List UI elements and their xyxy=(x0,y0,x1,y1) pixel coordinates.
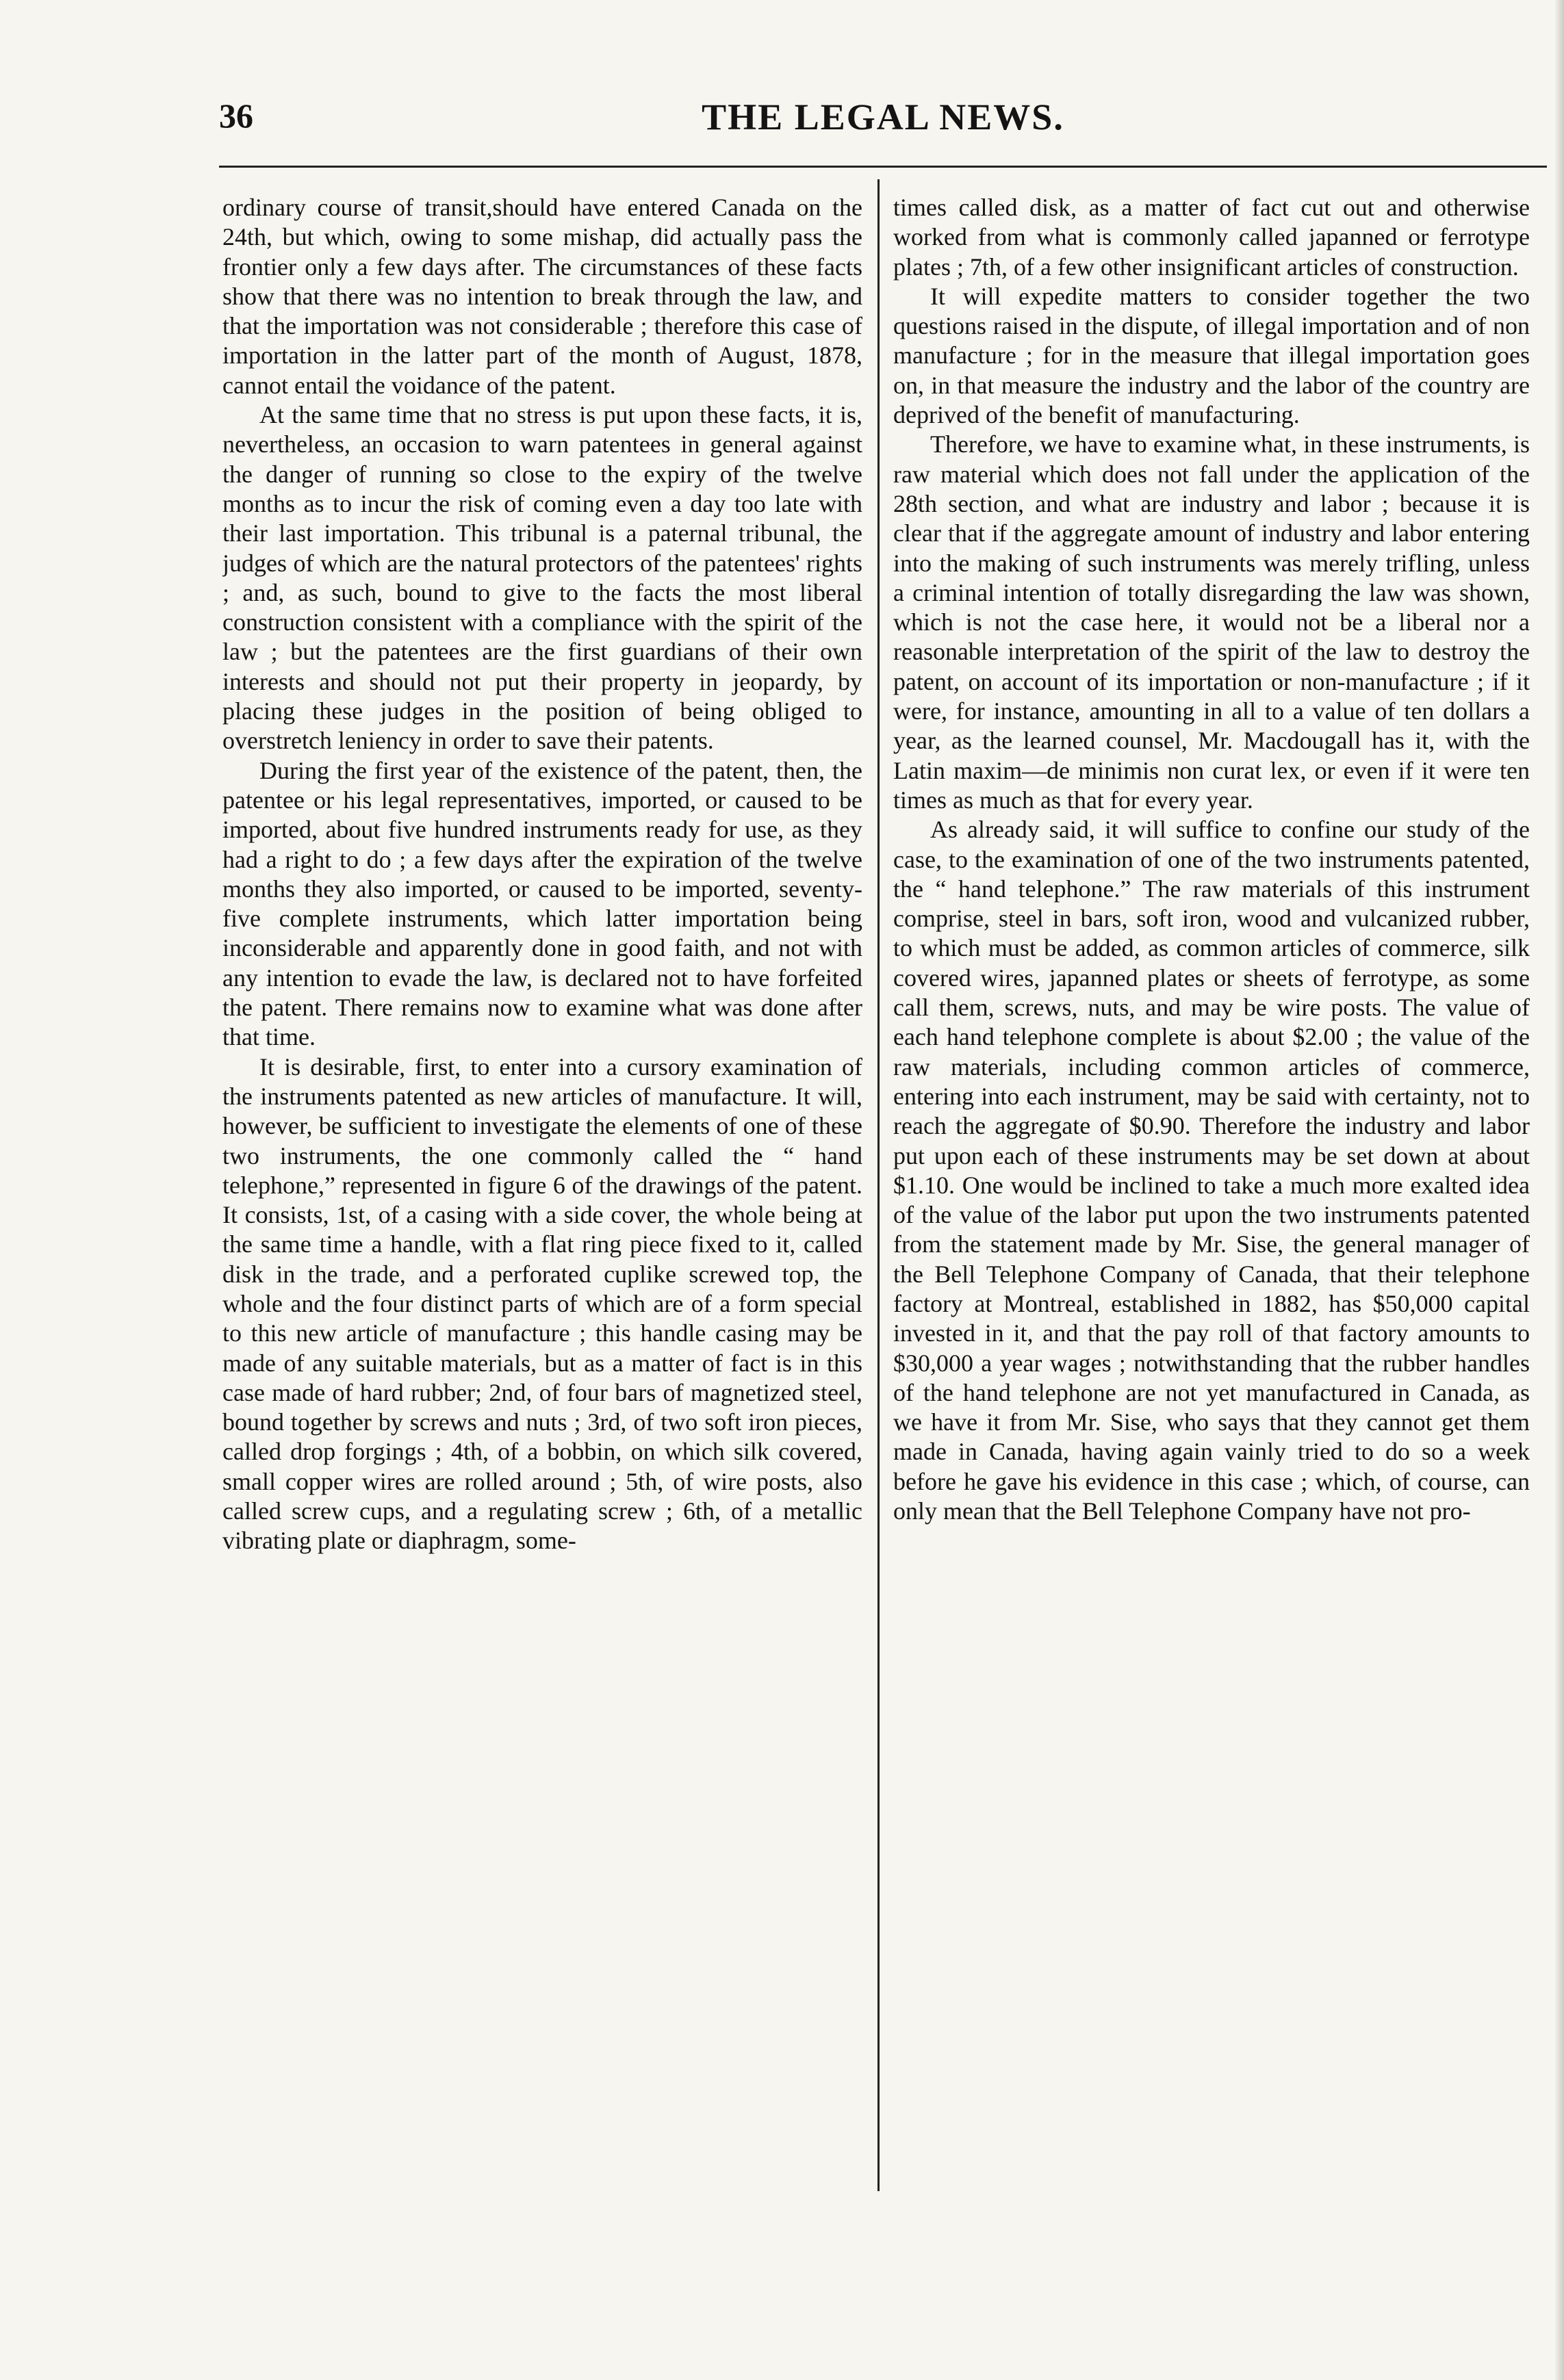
header-rule xyxy=(219,166,1547,168)
paragraph: Therefore, we have to examine what, in these instruments, is raw material which does not fall under the application of the 28th section, and what are industry and labor ; because it is clear that if the aggregate amount of industry and labor entering into the making of such instruments was merely trifling, unless a criminal intention of totally disregarding the law was shown, which is not the case here, it would not be a liberal nor a reasonable interpretation of the spirit of the law to destroy the patent, on account of its importation or non-manufacture ; if it were, for instance, amounting in all to a value of ten dollars a year, as the learned counsel, Mr. Macdougall has it, with the Latin maxim—de minimis non curat lex, or even if it were ten times as much as that for every year. xyxy=(893,430,1530,814)
paragraph: It is desirable, first, to enter into a cursory examination of the instruments patented as new articles of manufacture. It will, however, be sufficient to investigate the elements of one of these two instruments, the one commonly called the “ hand telephone,” represented in figure 6 of the drawings of the patent. It consists, 1st, of a casing with a side cover, the whole being at the same time a handle, with a flat ring piece fixed to it, called disk in the trade, and a perforated cuplike screwed top, the whole and the four distinct parts of which are of a form special to this new article of manufacture ; this handle casing may be made of any suitable materials, but as a matter of fact is in this case made of hard rubber; 2nd, of four bars of magnetized steel, bound together by screws and nuts ; 3rd, of two soft iron pieces, called drop forgings ; 4th, of a bobbin, on which silk covered, small copper wires are rolled around ; 5th, of wire posts, also called screw cups, and a regulating screw ; 6th, of a metallic vibrating plate or diaphragm, some- xyxy=(222,1052,862,1555)
paragraph: During the first year of the existence of the patent, then, the patentee or his legal representatives, imported, or caused to be imported, about five hundred instruments ready for use, as they had a right to do ; a few days after the expiration of the twelve months they also imported, or caused to be imported, seventy-five complete instruments, which latter importation being inconsiderable and apparently done in good faith, and not with any intention to evade the law, is declared not to have forfeited the patent. There remains now to examine what was done after that time. xyxy=(222,756,862,1051)
paragraph: At the same time that no stress is put upon these facts, it is, nevertheless, an occasion to warn patentees in general against the danger of running so close to the expiry of the twelve months as to incur the risk of coming even a day too late with their last importation. This tribunal is a paternal tribunal, the judges of which are the natural protectors of the patentees' rights ; and, as such, bound to give to the facts the most liberal construction consistent with a compliance with the spirit of the law ; but the patentees are the first guardians of their own interests and should not put their property in jeopardy, by placing these judges in the position of being obliged to overstretch leniency in order to save their patents. xyxy=(222,401,862,755)
right-column xyxy=(893,193,1530,2198)
paragraph: ordinary course of transit,should have entered Canada on the 24th, but which, owing to some mishap, did actually pass the frontier only a few days after. The circumstances of these facts show that there was no intention to break through the law, and that the importation was not considerable ; therefore this case of importation in the latter part of the month of August, 1878, cannot entail the voidance of the patent. xyxy=(222,194,862,399)
paragraph: times called disk, as a matter of fact cut out and otherwise worked from what is commonly called japanned or ferrotype plates ; 7th, of a few other insignificant articles of construction. xyxy=(893,194,1530,281)
left-column xyxy=(222,193,862,2198)
page-header xyxy=(219,96,1547,157)
column-divider xyxy=(877,179,880,2191)
page-number: 36 xyxy=(219,96,253,135)
paragraph: It will expedite matters to consider together the two questions raised in the dispute, of illegal importation and of non manufacture ; for in the measure that illegal importation goes on, in that measure the industry and the labor of the country are deprived of the benefit of manufacturing. xyxy=(893,282,1530,429)
paragraph: As already said, it will suffice to confine our study of the case, to the examination of one of the two instruments patented, the “ hand telephone.” The raw materials of this instrument comprise, steel in bars, soft iron, wood and vulcanized rubber, to which must be added, as common articles of commerce, silk covered wires, japanned plates or sheets of ferrotype, as some call them, screws, nuts, and may be wire posts. The value of each hand telephone complete is about $2.00 ; the value of the raw materials, including common articles of commerce, entering into each instrument, may be said with certainty, not to reach the aggregate of $0.90. Therefore the industry and labor put upon each of these instruments may be set down at about $1.10. One would be inclined to take a much more exalted idea of the value of the labor put upon the two instruments patented from the statement made by Mr. Sise, the general manager of the Bell Telephone Company of Canada, that their telephone factory at Montreal, established in 1882, has $50,000 capital invested in it, and that the pay roll of that factory amounts to $30,000 a year wages ; notwithstanding that the rubber handles of the hand telephone are not yet manufactured in Canada, as we have it from Mr. Sise, who says that they cannot get them made in Canada, having again vainly tried to do so a week before he gave his evidence in this case ; which, of course, can only mean that the Bell Telephone Company have not pro- xyxy=(893,816,1530,1525)
journal-title: THE LEGAL NEWS. xyxy=(702,96,1064,138)
page-edge-shadow xyxy=(1554,0,1564,2380)
